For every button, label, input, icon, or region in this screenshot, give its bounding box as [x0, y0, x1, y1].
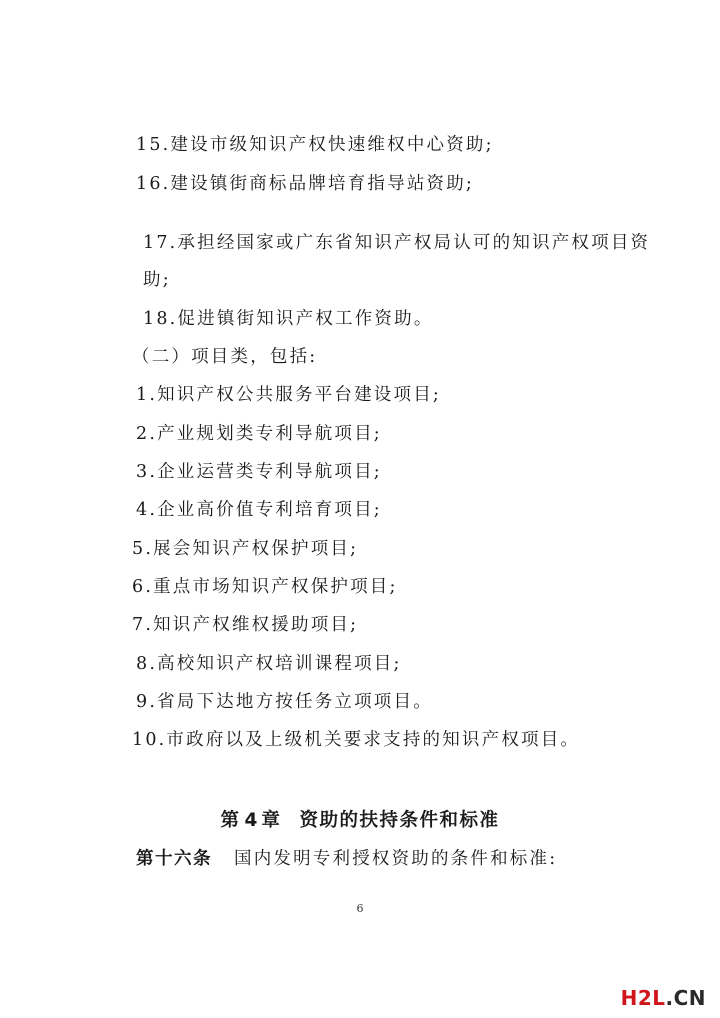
project-item-4: 4.企业高价值专利培育项目;: [136, 500, 382, 520]
chapter-suffix: 章: [261, 810, 282, 831]
list-item-16: 16.建设镇街商标品牌培育指导站资助;: [136, 174, 475, 194]
article-16: [136, 845, 557, 870]
watermark-brand: H2L: [620, 986, 666, 1010]
project-item-8: 8.高校知识产权培训课程项目;: [136, 654, 402, 674]
list-item-18: 18.促进镇街知识产权工作资助。: [143, 309, 434, 329]
page-number: 6: [356, 902, 364, 915]
project-item-7: 7.知识产权维权援助项目;: [132, 615, 359, 635]
watermark-domain: .CN: [665, 986, 706, 1010]
project-item-5: 5.展会知识产权保护项目;: [132, 539, 359, 559]
chapter-number: 4: [244, 810, 258, 831]
project-item-9: 9.省局下达地方按任务立项项目。: [136, 692, 433, 712]
list-item-17: 17.承担经国家或广东省知识产权局认可的知识产权项目资: [143, 233, 651, 253]
article-label: 第十六条: [136, 849, 212, 869]
site-watermark-logo: [621, 986, 706, 1010]
chapter-title: 资助的扶持条件和标准: [299, 810, 500, 831]
project-item-6: 6.重点市场知识产权保护项目;: [132, 577, 398, 597]
project-item-10: 10.市政府以及上级机关要求支持的知识产权项目。: [132, 730, 581, 750]
chapter-heading: [0, 806, 720, 832]
project-item-1: 1.知识产权公共服务平台建设项目;: [136, 385, 441, 405]
chapter-prefix: 第: [220, 810, 241, 831]
project-item-3: 3.企业运营类专利导航项目;: [136, 462, 382, 482]
list-item-17-continuation: 助;: [143, 270, 171, 290]
section-heading-projects: （二）项目类，包括:: [132, 347, 318, 367]
list-item-15: 15.建设市级知识产权快速维权中心资助;: [136, 135, 494, 155]
project-item-2: 2.产业规划类专利导航项目;: [136, 424, 382, 444]
article-text: 国内发明专利授权资助的条件和标准:: [234, 849, 558, 869]
